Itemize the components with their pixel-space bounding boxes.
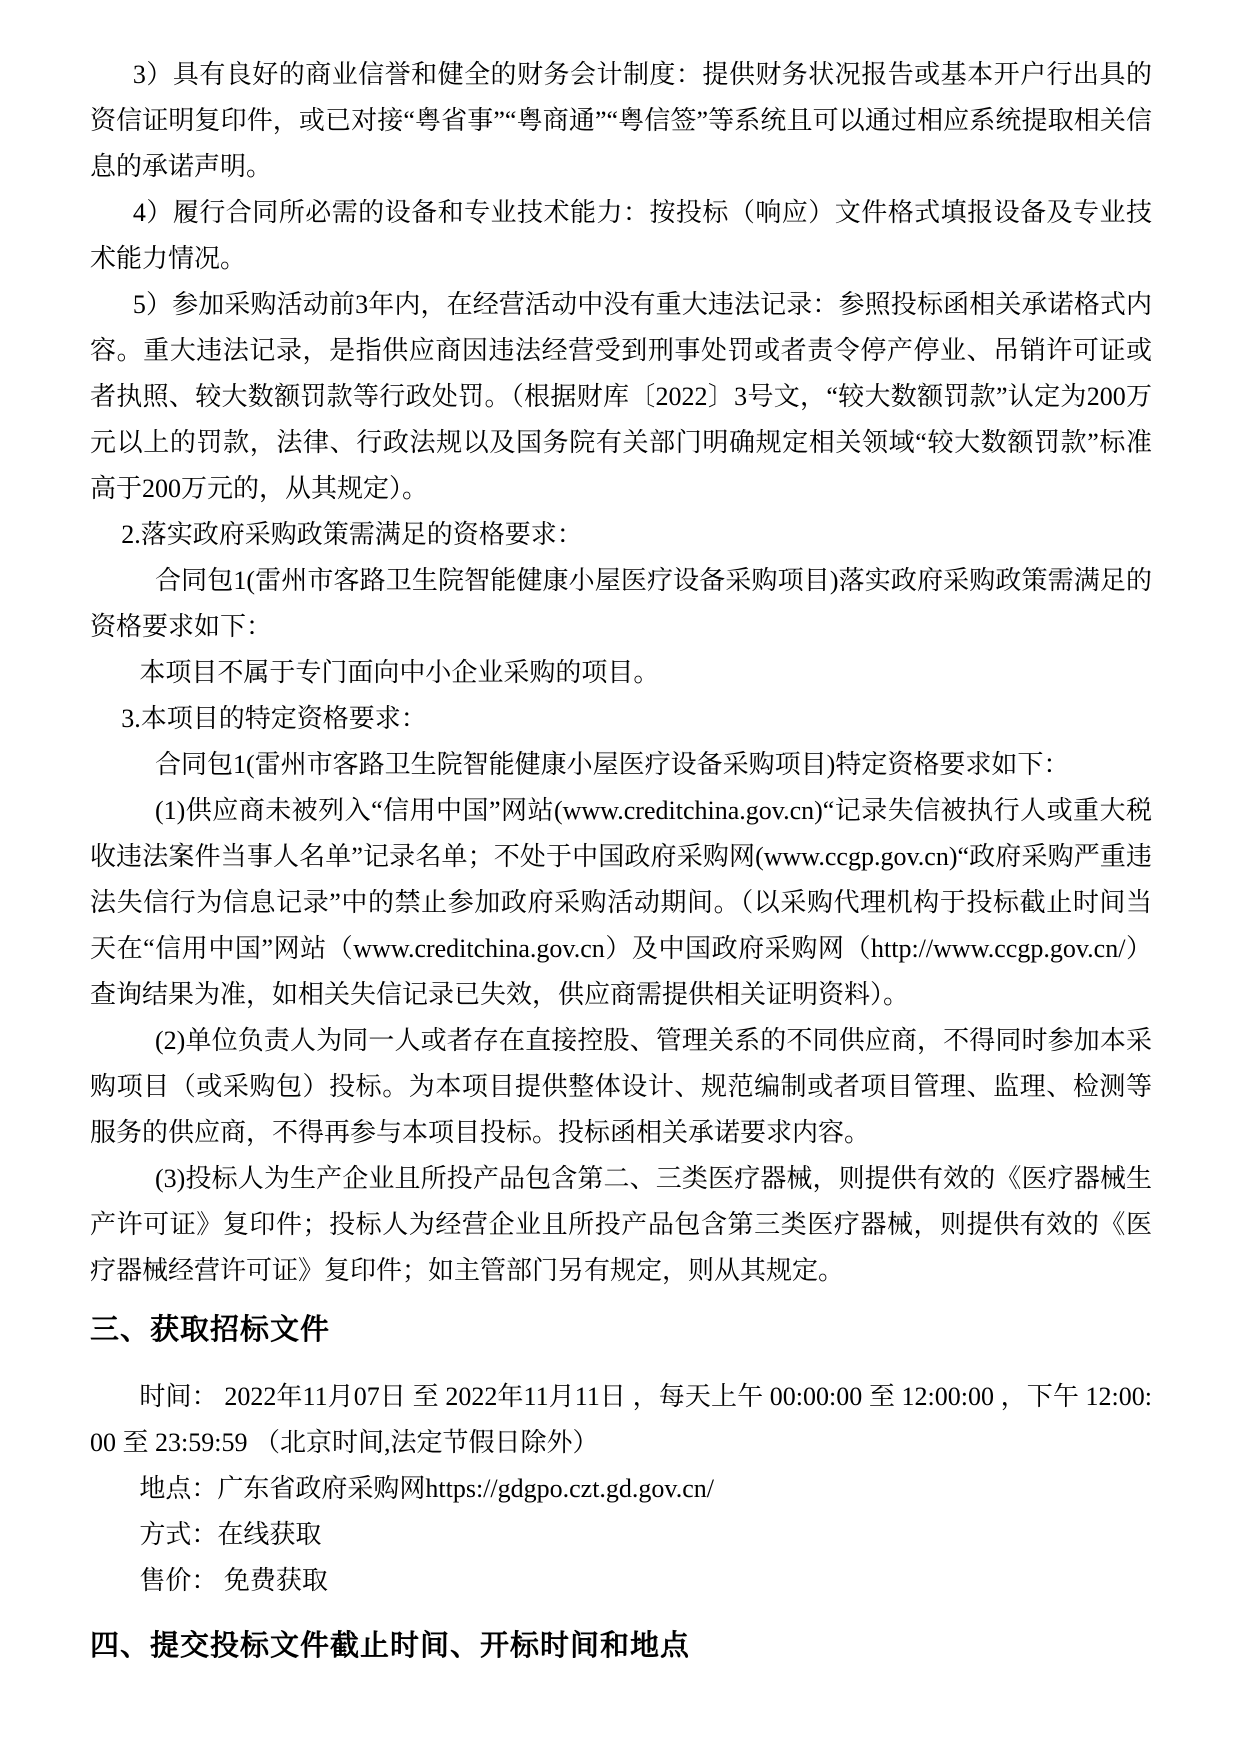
policy-note: 本项目不属于专门面向中小企业采购的项目。 xyxy=(139,658,660,687)
section-title-obtain-tender-documents: 三、获取招标文件 xyxy=(90,1314,331,1346)
specific-requirements-heading: 3.本项目的特定资格要求： xyxy=(121,704,427,733)
specific-requirement-item-1: (1)供应商未被列入“信用中国”网站(www.creditchina.gov.cn)“记录失信被执行人或重大税收违法案件当事人名单”记录名单；不处于中国政府采购网(www.ccgp.gov.cn)“政府采购严重违法失信行为信息记录”中的禁止参加政府采购活动期间。（以采购代理机构于投标截止时间当天在“信用中国”网站（www.creditchina.gov.cn）及中国政府采购网（http://www.ccgp.gov.cn/）查询结果为准，如相关失信记录已失效，供应商需提供相关证明资料）。 xyxy=(90,796,1152,1009)
obtain-method-line: 方式：在线获取 xyxy=(139,1520,322,1549)
policy-requirements-heading: 2.落实政府采购政策需满足的资格要求： xyxy=(121,520,583,549)
qualification-item-5: 5）参加采购活动前3年内，在经营活动中没有重大违法记录：参照投标函相关承诺格式内容。重大违法记录，是指供应商因违法经营受到刑事处罚或者责令停产停业、吊销许可证或者执照、较大数额罚款等行政处罚。（根据财库〔2022〕3号文，“较大数额罚款”认定为200万元以上的罚款，法律、行政法规以及国务院有关部门明确规定相关领域“较大数额罚款”标准高于200万元的，从其规定）。 xyxy=(90,290,1152,503)
specific-package-requirement: 合同包1(雷州市客路卫生院智能健康小屋医疗设备采购项目)特定资格要求如下： xyxy=(155,750,1070,779)
specific-requirement-item-2: (2)单位负责人为同一人或者存在直接控股、管理关系的不同供应商，不得同时参加本采购项目（或采购包）投标。为本项目提供整体设计、规范编制或者项目管理、监理、检测等服务的供应商，不得再参与本项目投标。投标函相关承诺要求内容。 xyxy=(90,1026,1152,1147)
specific-requirement-item-3: (3)投标人为生产企业且所投产品包含第二、三类医疗器械，则提供有效的《医疗器械生产许可证》复印件；投标人为经营企业且所投产品包含第三类医疗器械，则提供有效的《医疗器械经营许可证》复印件；如主管部门另有规定，则从其规定。 xyxy=(90,1164,1152,1285)
qualification-item-4: 4）履行合同所必需的设备和专业技术能力：按投标（响应）文件格式填报设备及专业技术能力情况。 xyxy=(90,198,1152,273)
qualification-item-3: 3）具有良好的商业信誉和健全的财务会计制度：提供财务状况报告或基本开户行出具的资信证明复印件，或已对接“粤省事”“粤商通”“粤信签”等系统且可以通过相应系统提取相关信息的承诺声明。 xyxy=(90,60,1152,181)
obtain-price-line: 售价： 免费获取 xyxy=(139,1566,328,1595)
section-title-submission-deadline: 四、提交投标文件截止时间、开标时间和地点 xyxy=(90,1630,691,1662)
obtain-time-line: 时间： 2022年11月07日 至 2022年11月11日 ，每天上午 00:00:00 至 12:00:00 ，下午 12:00:00 至 23:59:59 （北京时间,法定节假日除外） xyxy=(90,1382,1152,1457)
obtain-location-line: 地点：广东省政府采购网https://gdgpo.czt.gd.gov.cn/ xyxy=(139,1474,715,1503)
policy-package-requirement: 合同包1(雷州市客路卫生院智能健康小屋医疗设备采购项目)落实政府采购政策需满足的资格要求如下： xyxy=(90,566,1152,641)
